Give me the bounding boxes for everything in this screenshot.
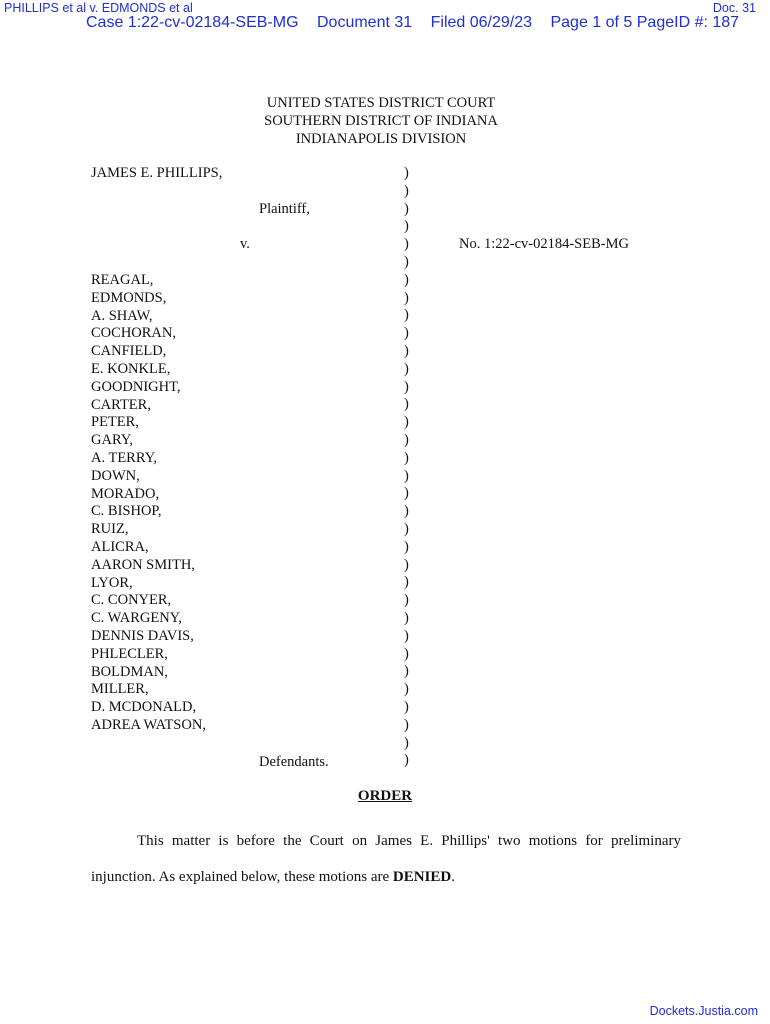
caption-paren: ) <box>404 681 409 698</box>
caption-paren: ) <box>404 182 409 199</box>
defendant-name: C. CONYER, <box>91 592 172 609</box>
caption-paren: ) <box>404 271 409 288</box>
defendant-name: EDMONDS, <box>91 289 167 306</box>
caption-paren: ) <box>404 752 409 769</box>
caption-paren-column <box>404 165 409 770</box>
defendant-name: A. TERRY, <box>91 449 157 466</box>
defendant-name: CARTER, <box>91 396 151 413</box>
caption-paren: ) <box>404 289 409 306</box>
caption-paren: ) <box>404 556 409 573</box>
caption-paren: ) <box>404 378 409 395</box>
case-number: No. 1:22-cv-02184-SEB-MG <box>459 236 629 252</box>
order-text: injunction. As explained below, these motions are <box>91 869 393 885</box>
defendant-name: C. WARGENY, <box>91 610 182 627</box>
defendant-name: ADREA WATSON, <box>91 716 206 733</box>
caption-paren: ) <box>404 467 409 484</box>
caption-paren: ) <box>404 698 409 715</box>
defendants-list <box>91 272 206 735</box>
caption-paren: ) <box>404 218 409 235</box>
caption-paren: ) <box>404 431 409 448</box>
defendant-name: E. KONKLE, <box>91 360 171 377</box>
defendant-name: C. BISHOP, <box>91 503 162 520</box>
defendant-name: DENNIS DAVIS, <box>91 627 194 644</box>
court-district: SOUTHERN DISTRICT OF INDIANA <box>264 113 498 129</box>
filing-document-number: Document 31 <box>316 14 413 31</box>
caption-paren: ) <box>404 307 409 324</box>
caption-paren: ) <box>404 414 409 431</box>
filing-case-number: Case 1:22-cv-02184-SEB-MG <box>86 14 299 31</box>
caption-paren: ) <box>404 520 409 537</box>
plaintiff-name: JAMES E. PHILLIPS, <box>91 165 223 181</box>
order-title: ORDER <box>357 788 413 804</box>
caption-paren: ) <box>404 592 409 609</box>
defendant-name: DOWN, <box>91 467 140 484</box>
caption-paren: ) <box>404 574 409 591</box>
order-paragraph <box>91 823 681 895</box>
court-name: UNITED STATES DISTRICT COURT <box>266 95 496 111</box>
defendant-name: LYOR, <box>91 574 133 591</box>
plaintiff-role: Plaintiff, <box>259 201 310 217</box>
order-paragraph-line-1: This matter is before the Court on James E. Phillips' two motions for preliminary <box>137 833 681 849</box>
court-heading <box>0 94 762 148</box>
defendant-name: CANFIELD, <box>91 343 167 360</box>
caption-paren: ) <box>404 325 409 342</box>
filing-page-info: Page 1 of 5 PageID #: 187 <box>550 14 740 31</box>
defendant-name: COCHORAN, <box>91 325 176 342</box>
caption-paren: ) <box>404 360 409 377</box>
caption-paren: ) <box>404 645 409 662</box>
caption-paren: ) <box>404 485 409 502</box>
caption-paren: ) <box>404 165 409 181</box>
defendant-name: RUIZ, <box>91 521 129 538</box>
defendant-name: AARON SMITH, <box>91 556 195 573</box>
defendant-name: GOODNIGHT, <box>91 378 181 395</box>
versus-label: v. <box>240 236 250 252</box>
order-paragraph-line-2 <box>91 859 681 895</box>
defendant-name: GARY, <box>91 432 134 449</box>
defendant-name: MORADO, <box>91 485 160 502</box>
caption-paren: ) <box>404 734 409 751</box>
order-ruling: DENIED <box>392 869 452 885</box>
caption-paren: ) <box>404 538 409 555</box>
case-short-title-link[interactable]: PHILLIPS et al v. EDMONDS et al <box>4 1 193 15</box>
caption-paren: ) <box>404 396 409 413</box>
caption-paren: ) <box>404 503 409 520</box>
filing-header <box>86 14 739 32</box>
caption-paren: ) <box>404 449 409 466</box>
defendant-name: BOLDMAN, <box>91 663 168 680</box>
doc-number-link[interactable]: Doc. 31 <box>712 1 756 15</box>
defendant-name: D. MCDONALD, <box>91 699 197 716</box>
caption-paren: ) <box>404 342 409 359</box>
caption-paren: ) <box>404 253 409 270</box>
dockets-justia-link[interactable]: Dockets.Justia.com <box>649 1004 758 1018</box>
defendant-name: ALICRA, <box>91 538 149 555</box>
caption-paren: ) <box>404 716 409 733</box>
filing-date: Filed 06/29/23 <box>430 14 533 31</box>
defendant-name: PHLECLER, <box>91 645 168 662</box>
defendant-name: A. SHAW, <box>91 307 153 324</box>
caption-paren: ) <box>404 236 409 253</box>
caption-paren: ) <box>404 627 409 644</box>
defendant-name: REAGAL, <box>91 272 154 288</box>
caption-paren: ) <box>404 200 409 217</box>
defendant-name: MILLER, <box>91 681 149 698</box>
caption-paren: ) <box>404 663 409 680</box>
court-division: INDIANAPOLIS DIVISION <box>295 131 467 147</box>
defendants-role: Defendants. <box>259 754 329 770</box>
caption-paren: ) <box>404 609 409 626</box>
defendant-name: PETER, <box>91 414 139 431</box>
order-text-end: . <box>451 869 455 885</box>
